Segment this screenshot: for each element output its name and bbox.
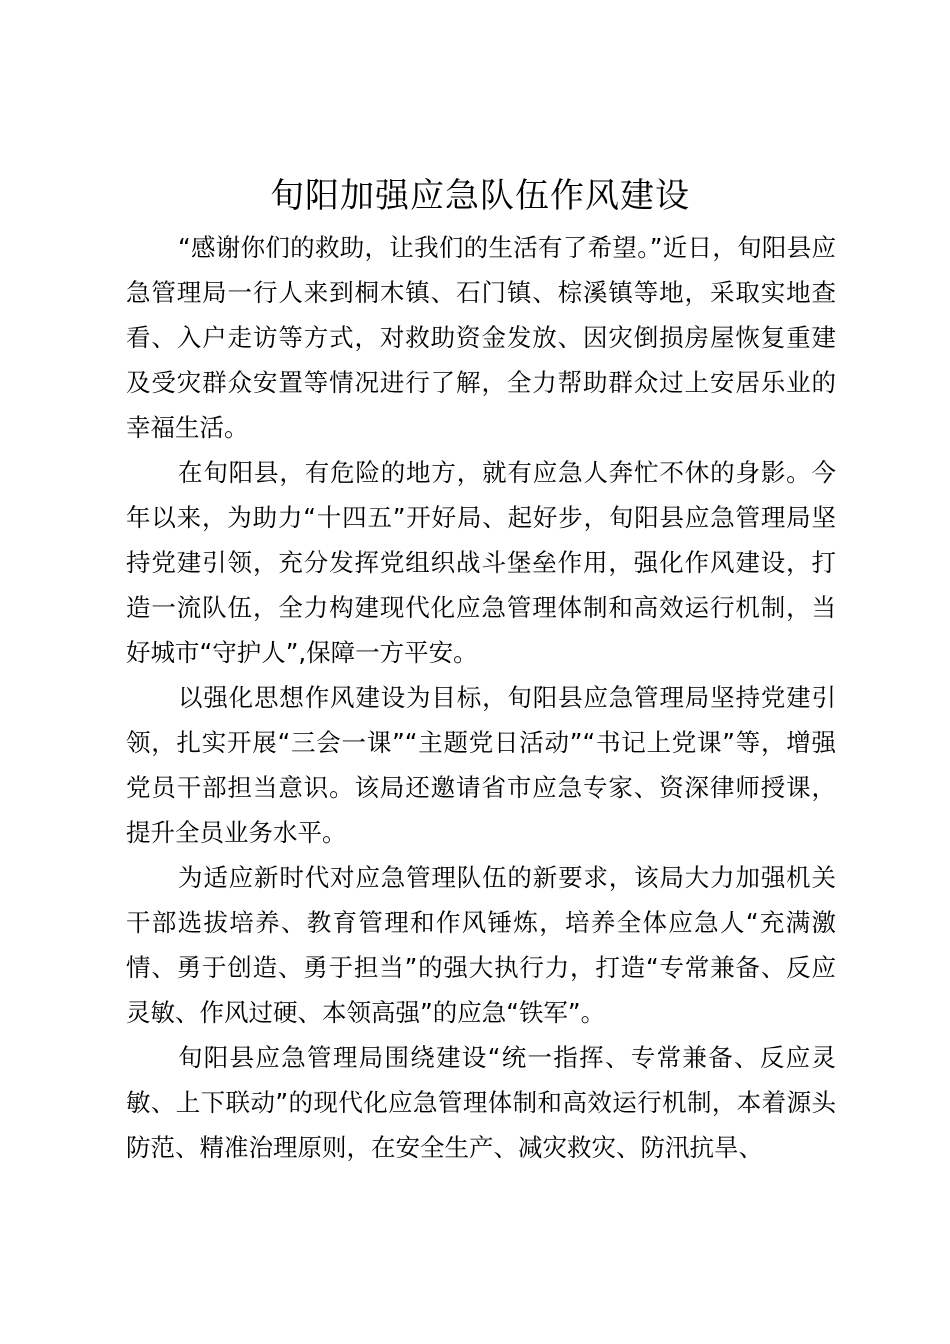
paragraph-4: 为适应新时代对应急管理队伍的新要求，该局大力加强机关干部选拔培养、教育管理和作风锤炼，培养全体应急人“充满激情、勇于创造、勇于担当”的强大执行力，打造“专常兼备、反应灵敏、作风过硬、本领高强”的应急“铁军”。 [126, 863, 836, 1027]
document-body [126, 225, 836, 1170]
document-title: 旬阳加强应急队伍作风建设 [270, 176, 690, 216]
paragraph-2: 在旬阳县，有危险的地方，就有应急人奔忙不休的身影。今年以来，为助力“十四五”开好局、起好步，旬阳县应急管理局坚持党建引领，充分发挥党组织战斗堡垒作用，强化作风建设，打造一流队伍，全力构建现代化应急管理体制和高效运行机制，当好城市“守护人”,保障一方平安。 [126, 458, 836, 667]
paragraph-1: “感谢你们的救助，让我们的生活有了希望。”近日，旬阳县应急管理局一行人来到桐木镇、石门镇、棕溪镇等地，采取实地查看、入户走访等方式，对救助资金发放、因灾倒损房屋恢复重建及受灾群众安置等情况进行了解，全力帮助群众过上安居乐业的幸福生活。 [126, 233, 836, 442]
paragraph-3: 以强化思想作风建设为目标，旬阳县应急管理局坚持党建引领，扎实开展“三会一课”“主题党日活动”“书记上党课”等，增强党员干部担当意识。该局还邀请省市应急专家、资深律师授课，提升全员业务水平。 [126, 683, 836, 847]
paragraph-5: 旬阳县应急管理局围绕建设“统一指挥、专常兼备、反应灵敏、上下联动”的现代化应急管理体制和高效运行机制，本着源头防范、精准治理原则，在安全生产、减灾救灾、防汛抗旱、 [126, 1043, 836, 1162]
